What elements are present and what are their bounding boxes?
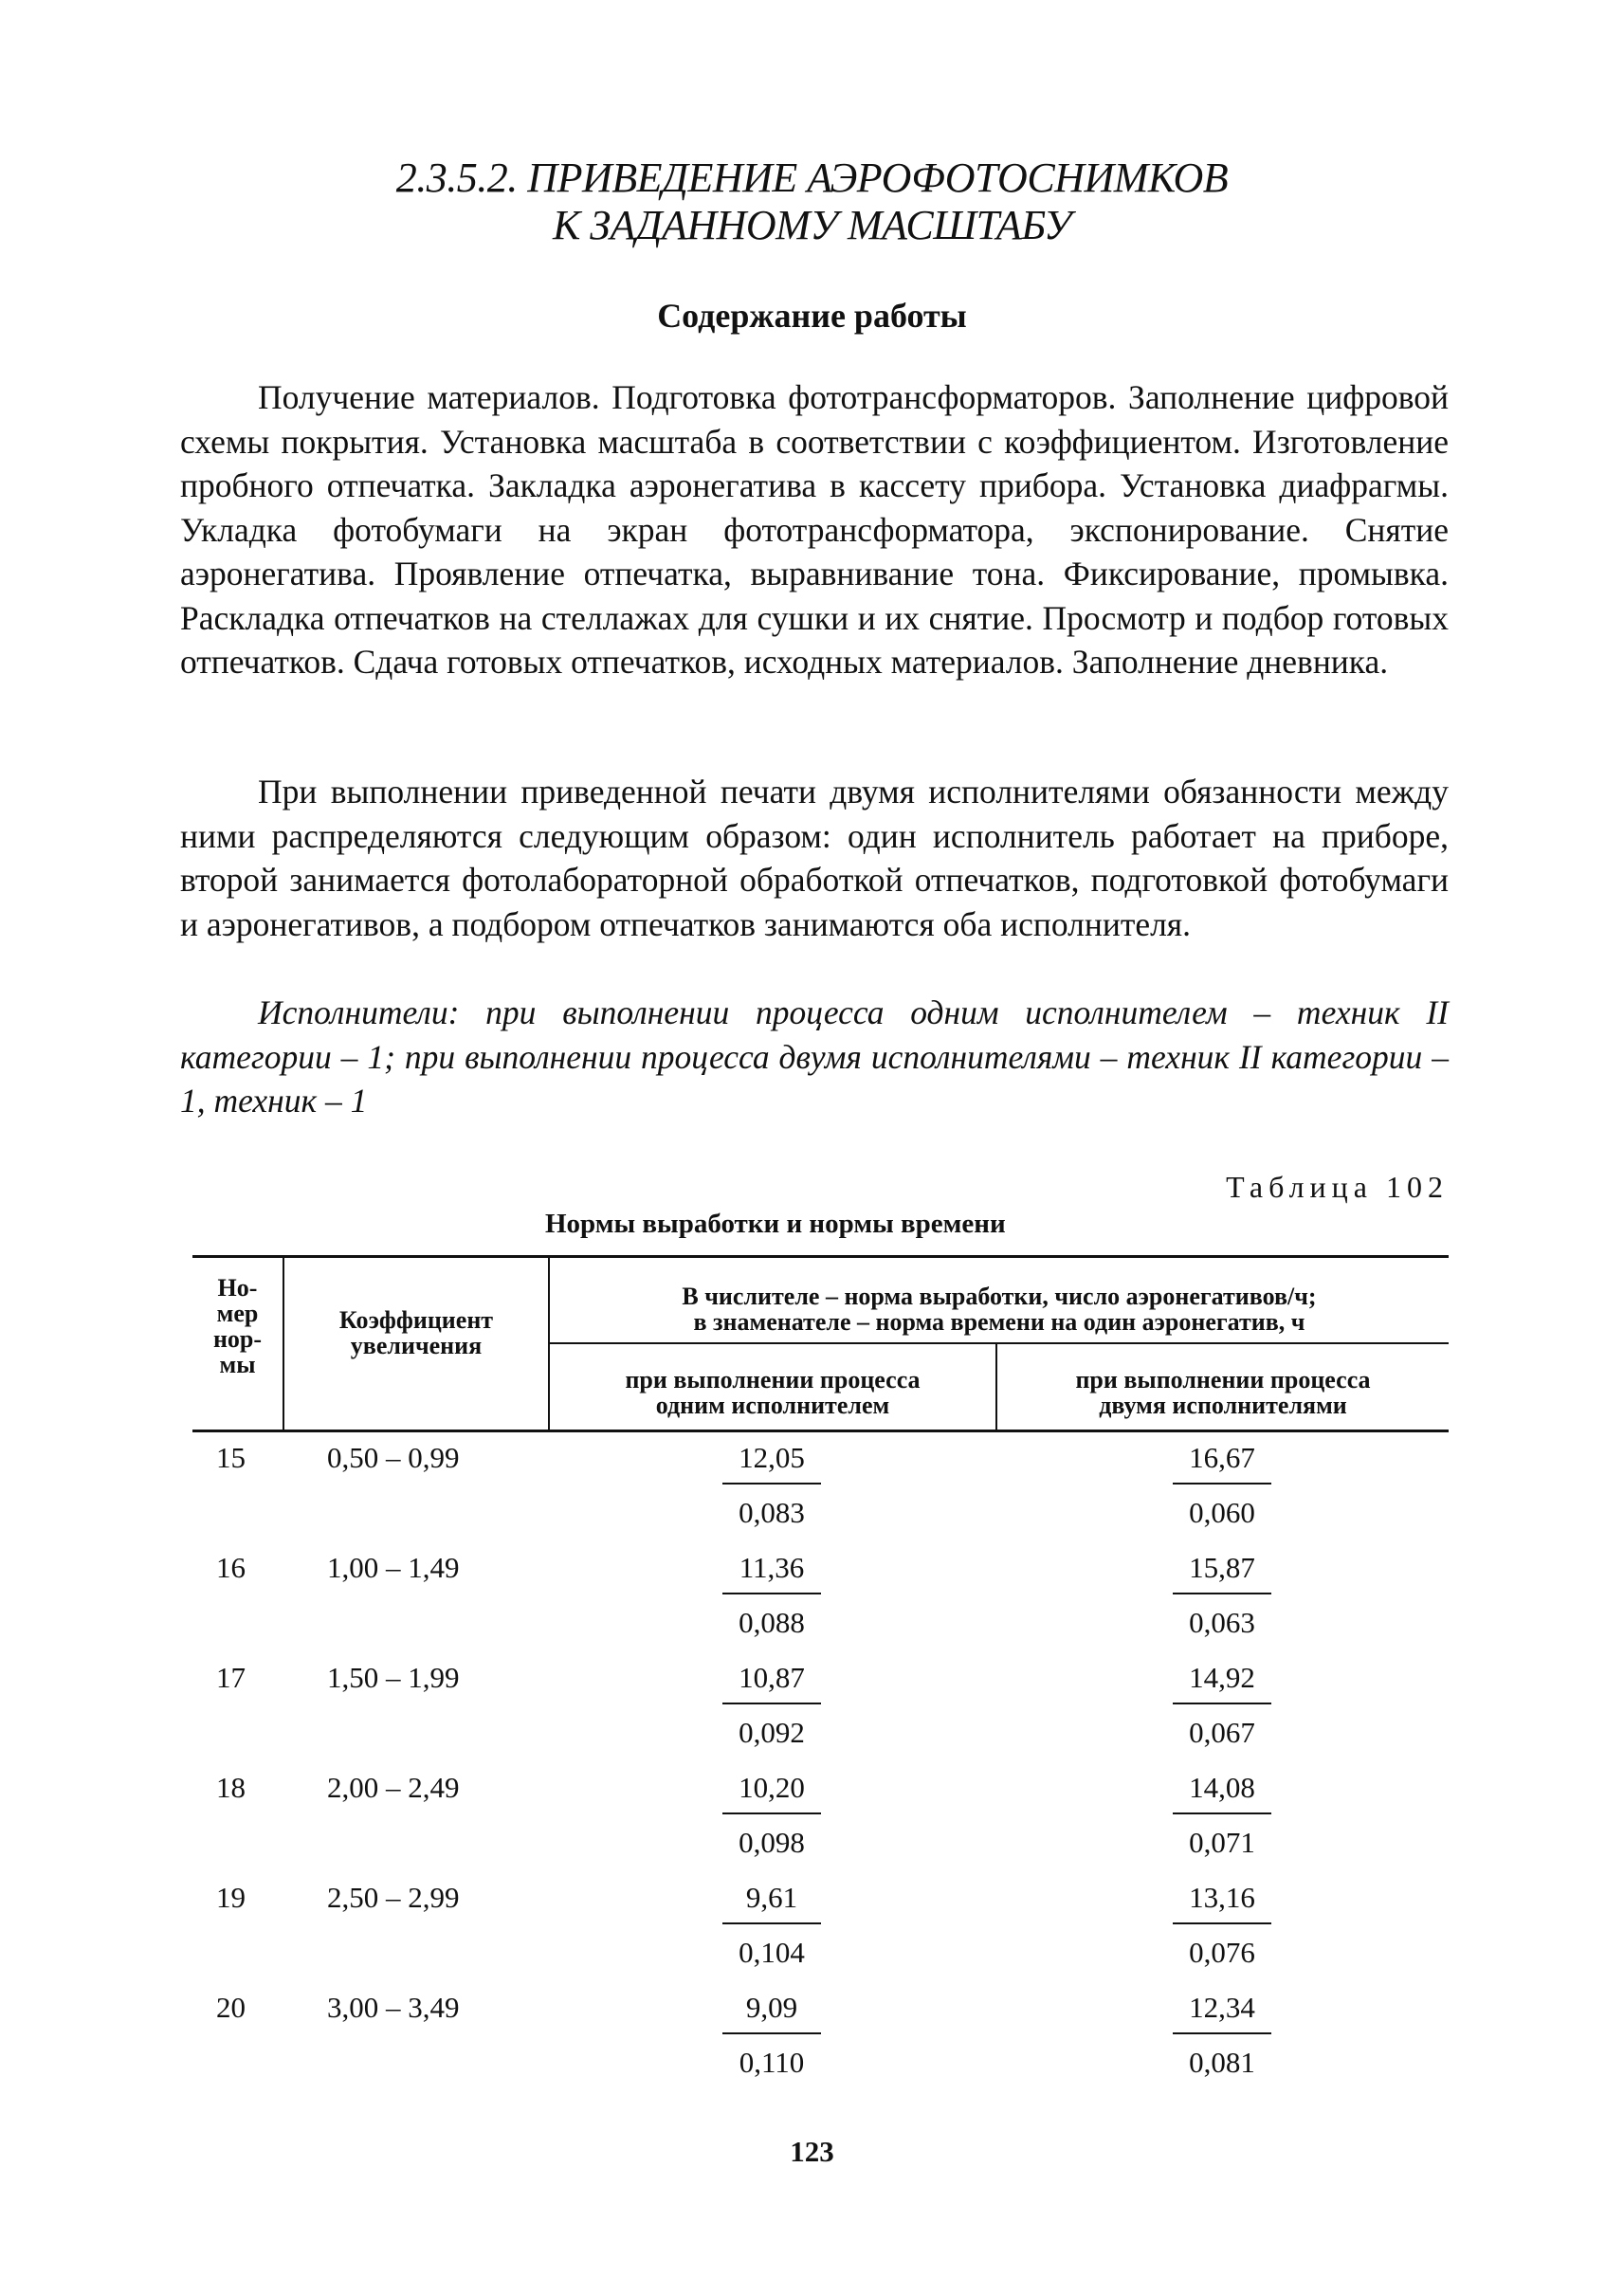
norm-number: 15: [216, 1441, 246, 1474]
one-executor-fraction-bar: [722, 1922, 821, 1924]
norm-number: 17: [216, 1661, 246, 1694]
two-executors-output: 16,67: [1189, 1441, 1255, 1474]
header-one-executor: при выполнении процесса одним исполнителем: [625, 1366, 921, 1419]
two-executors-output: 14,08: [1189, 1771, 1255, 1804]
one-executor-output: 10,87: [739, 1661, 805, 1694]
norm-number: 16: [216, 1551, 246, 1584]
one-executor-output: 9,61: [745, 1881, 798, 1914]
two-executors-fraction-bar: [1173, 1483, 1271, 1484]
paragraph-duties: При выполнении приведенной печати двумя исполнителями обязанности между ними распределяются следующим образом: один исполнитель работает на приборе, второй занимается фотолабораторной обработкой отпечатков, подготовкой фотобумаги и аэронегативов, а подбором отпечатков занимаются оба исполнителя.: [180, 773, 1449, 943]
subheading: Содержание работы: [657, 297, 967, 335]
paragraph-work-content: Получение материалов. Подготовка фототрансформаторов. Заполнение цифровой схемы покрытия. Установка масштаба в соответствии с коэффициентом. Изготовление пробного отпечатка. Закладка аэронегатива в кассету прибора. Установка диафрагмы. Укладка фотобумаги на экран фототрансформатора, экспонирование. Снятие аэронегатива. Проявление отпечатка, выравнивание тона. Фиксирование, промывка. Раскладка отпечатков на стеллажах для сушки и их снятие. Просмотр и подбор готовых отпечатков. Сдача готовых отпечатков, исходных материалов. Заполнение дневника.: [180, 378, 1449, 681]
one-executor-fraction-bar: [722, 1593, 821, 1594]
two-executors-time: 0,076: [1189, 1936, 1255, 1969]
two-executors-output: 12,34: [1189, 1991, 1255, 2024]
two-executors-fraction-bar: [1173, 2032, 1271, 2034]
table-number: Таблица 102: [1226, 1170, 1449, 1204]
two-executors-fraction-bar: [1173, 1703, 1271, 1704]
two-executors-fraction-bar: [1173, 1922, 1271, 1924]
one-executor-output: 11,36: [739, 1551, 805, 1584]
one-executor-time: 0,098: [739, 1826, 805, 1859]
one-executor-time: 0,104: [739, 1936, 805, 1969]
page-number: 123: [790, 2135, 834, 2168]
header-two-executors: при выполнении процесса двумя исполнителями: [1075, 1366, 1371, 1419]
two-executors-fraction-bar: [1173, 1593, 1271, 1594]
section-heading-line-2: К ЗАДАННОМУ МАСШТАБУ: [552, 202, 1071, 248]
one-executor-time: 0,088: [739, 1606, 805, 1639]
one-executor-output: 10,20: [739, 1771, 805, 1804]
one-executor-fraction-bar: [722, 2032, 821, 2034]
two-executors-output: 15,87: [1189, 1551, 1255, 1584]
table-title: Нормы выработки и нормы времени: [545, 1209, 1006, 1239]
coefficient-range: 2,50 – 2,99: [327, 1881, 460, 1914]
section-heading-line-1: 2.3.5.2. ПРИВЕДЕНИЕ АЭРОФОТОСНИМКОВ: [395, 155, 1229, 201]
two-executors-fraction-bar: [1173, 1812, 1271, 1814]
table-header-bottom-rule: [192, 1430, 1449, 1432]
two-executors-time: 0,060: [1189, 1496, 1255, 1529]
two-executors-time: 0,071: [1189, 1826, 1255, 1859]
coefficient-range: 1,00 – 1,49: [327, 1551, 460, 1584]
norm-number: 20: [216, 1991, 246, 2024]
one-executor-output: 9,09: [745, 1991, 798, 2024]
one-executor-output: 12,05: [739, 1441, 805, 1474]
two-executors-time: 0,081: [1189, 2046, 1255, 2079]
one-executor-fraction-bar: [722, 1703, 821, 1704]
coefficient-range: 2,00 – 2,49: [327, 1771, 460, 1804]
one-executor-time: 0,110: [739, 2046, 805, 2079]
coefficient-range: 0,50 – 0,99: [327, 1441, 460, 1474]
one-executor-time: 0,083: [739, 1496, 805, 1529]
table-group-rule: [548, 1342, 1449, 1344]
norm-number: 18: [216, 1771, 246, 1804]
two-executors-time: 0,067: [1189, 1716, 1255, 1749]
one-executor-time: 0,092: [739, 1716, 805, 1749]
two-executors-output: 14,92: [1189, 1661, 1255, 1694]
table-top-rule: [192, 1255, 1449, 1258]
header-group: В числителе – норма выработки, число аэронегативов/ч; в знаменателе – норма времени на один аэронегатив, ч: [682, 1283, 1317, 1336]
two-executors-time: 0,063: [1189, 1606, 1255, 1639]
one-executor-fraction-bar: [722, 1483, 821, 1484]
header-coefficient: Коэффициент увеличения: [338, 1306, 494, 1359]
header-norm-number: Но- мер нор- мы: [212, 1274, 263, 1378]
paragraph-executors: Исполнители: при выполнении процесса одним исполнителем – техник II категории – 1; при выполнении процесса двумя исполнителями – техник II категории – 1, техник – 1: [180, 993, 1449, 1120]
coefficient-range: 1,50 – 1,99: [327, 1661, 460, 1694]
norm-number: 19: [216, 1881, 246, 1914]
two-executors-output: 13,16: [1189, 1881, 1255, 1914]
coefficient-range: 3,00 – 3,49: [327, 1991, 460, 2024]
one-executor-fraction-bar: [722, 1812, 821, 1814]
